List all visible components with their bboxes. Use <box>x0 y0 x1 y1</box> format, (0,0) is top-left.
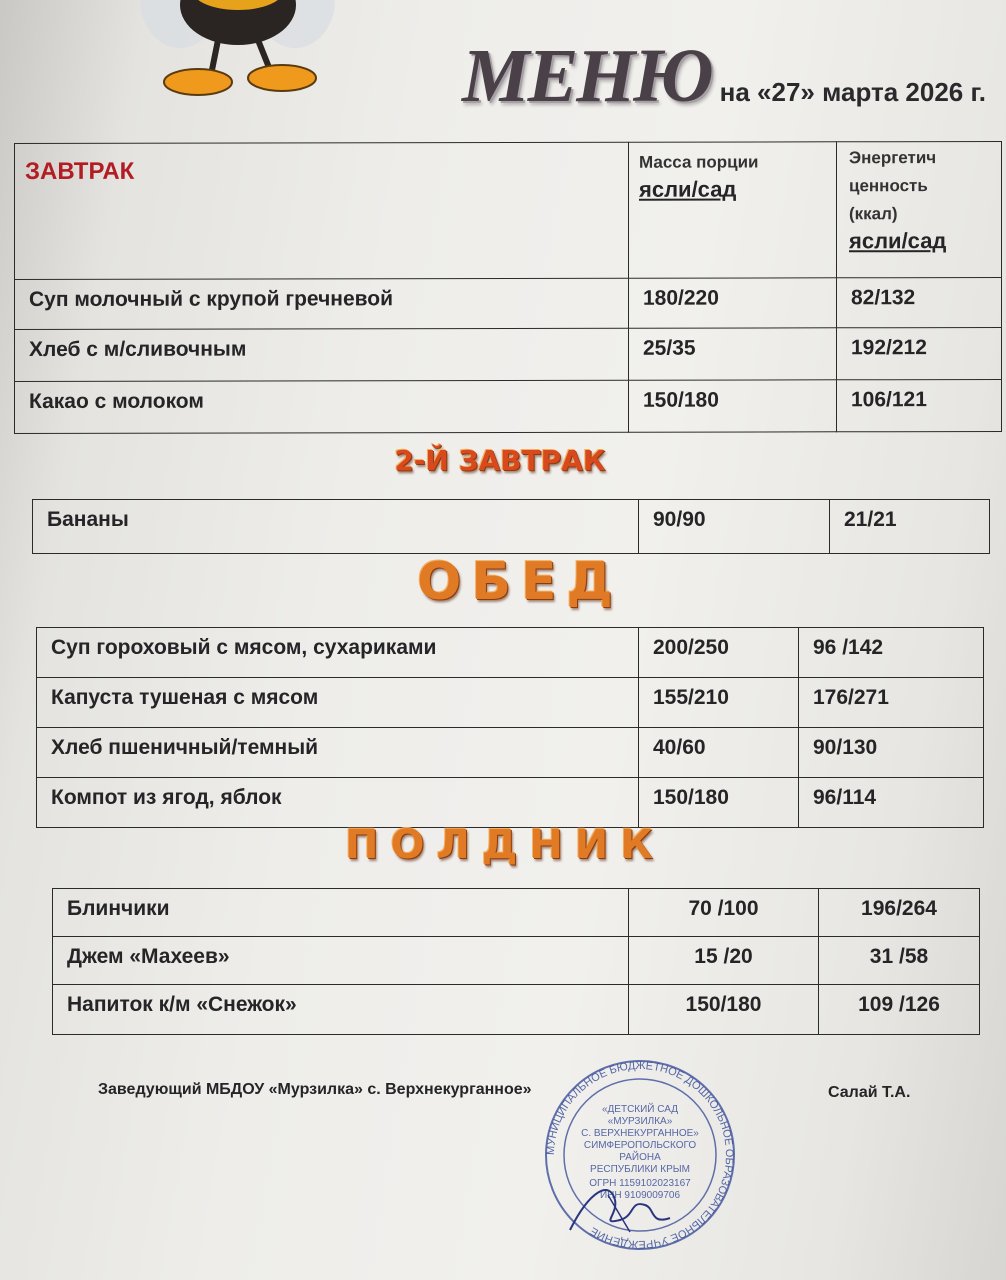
dish-kcal: 192/212 <box>851 336 927 360</box>
dish-kcal: 196/264 <box>861 897 937 920</box>
dish-name: Суп молочный с крупой гречневой <box>29 287 394 312</box>
dish-name: Хлеб с м/сливочным <box>29 337 247 362</box>
dish-mass: 150/180 <box>685 993 762 1016</box>
table-row <box>33 500 990 554</box>
col-energy-line3: (ккал) <box>849 204 898 224</box>
table-row <box>15 277 1002 329</box>
table-row <box>37 678 984 728</box>
stamp-line8: ИНН 9109009706 <box>599 1190 681 1201</box>
dish-kcal: 109 /126 <box>858 993 940 1016</box>
table-row <box>53 889 980 937</box>
dish-name: Джем «Махеев» <box>67 945 230 968</box>
stamp-line2: «МУРЗИЛКА» <box>607 1116 673 1127</box>
table-row <box>37 628 984 678</box>
breakfast-header-row <box>15 141 1002 279</box>
table-row <box>15 379 1002 433</box>
dish-name: Блинчики <box>67 897 170 920</box>
dish-kcal: 21/21 <box>844 508 897 531</box>
col-mass-title: Масса порции <box>639 152 759 172</box>
col-energy-line1: Энергетич <box>849 148 937 168</box>
breakfast-table <box>14 141 1002 434</box>
table-row <box>53 937 980 985</box>
title-main: МЕНЮ <box>462 34 712 118</box>
table-row <box>53 985 980 1035</box>
second-breakfast-table <box>32 499 990 554</box>
dish-mass: 25/35 <box>643 336 696 360</box>
table-row <box>37 728 984 778</box>
dish-mass: 200/250 <box>653 636 729 659</box>
dish-name: Какао с молоком <box>29 389 204 414</box>
snack-title: ПОЛДНИК <box>345 822 665 868</box>
stamp-outer-text: МУНИЦИПАЛЬНОЕ БЮДЖЕТНОЕ ДОШКОЛЬНОЕ ОБРАЗОВАТЕЛЬНОЕ УЧРЕЖДЕНИЕ <box>544 1060 736 1250</box>
signature-icon <box>560 1170 680 1240</box>
footer-position: Заведующий МБДОУ «Мурзилка» с. Верхнекурганное» <box>98 1081 532 1098</box>
dish-name: Суп гороховый с мясом, сухариками <box>51 636 437 659</box>
dish-mass: 70 /100 <box>688 897 759 920</box>
dish-kcal: 106/121 <box>851 388 927 412</box>
dish-mass: 150/180 <box>653 786 729 809</box>
dish-name: Напиток к/м «Снежок» <box>67 993 297 1016</box>
breakfast-title: ЗАВТРАК <box>25 157 135 186</box>
dish-kcal: 96/114 <box>813 786 877 809</box>
stamp-line5: РАЙОНА <box>619 1152 661 1163</box>
snack-table <box>52 888 980 1035</box>
dish-mass: 155/210 <box>653 686 729 709</box>
lunch-title: ОБЕД <box>417 552 623 612</box>
stamp-line7: ОГРН 1159102023167 <box>589 1178 691 1189</box>
dish-kcal: 90/130 <box>813 736 878 759</box>
dish-name: Хлеб пшеничный/темный <box>51 736 319 759</box>
dish-name: Бананы <box>47 508 129 531</box>
footer-signatory: Салай Т.А. <box>828 1084 911 1101</box>
second-breakfast-title: 2-Й ЗАВТРАК <box>394 444 606 477</box>
dish-name: Капуста тушеная с мясом <box>51 686 319 709</box>
col-mass-sub: ясли/сад <box>639 176 737 202</box>
dish-mass: 150/180 <box>643 388 719 412</box>
dish-kcal: 96 /142 <box>813 636 884 659</box>
stamp-line6: РЕСПУБЛИКИ КРЫМ <box>590 1164 690 1175</box>
dish-mass: 40/60 <box>653 736 706 759</box>
col-energy-line2: ценность <box>849 176 928 196</box>
dish-kcal: 176/271 <box>813 686 889 709</box>
col-energy-sub: ясли/сад <box>849 228 947 254</box>
dish-name: Компот из ягод, яблок <box>51 786 282 809</box>
stamp-line3: С. ВЕРХНЕКУРГАННОЕ» <box>581 1128 699 1139</box>
dish-mass: 15 /20 <box>694 945 753 968</box>
lunch-table <box>36 627 984 828</box>
table-row <box>15 327 1002 381</box>
menu-title <box>462 34 986 118</box>
dish-mass: 90/90 <box>653 508 706 531</box>
dish-kcal: 31 /58 <box>869 945 929 968</box>
table-row <box>37 778 984 828</box>
title-date: на «27» марта 2026 г. <box>719 77 986 107</box>
dish-kcal: 82/132 <box>851 286 916 310</box>
stamp-line4: СИМФЕРОПОЛЬСКОГО <box>583 1140 697 1151</box>
dish-mass: 180/220 <box>643 286 719 310</box>
bee-mascot-icon <box>120 0 350 100</box>
stamp-line1: «ДЕТСКИЙ САД <box>601 1104 679 1115</box>
